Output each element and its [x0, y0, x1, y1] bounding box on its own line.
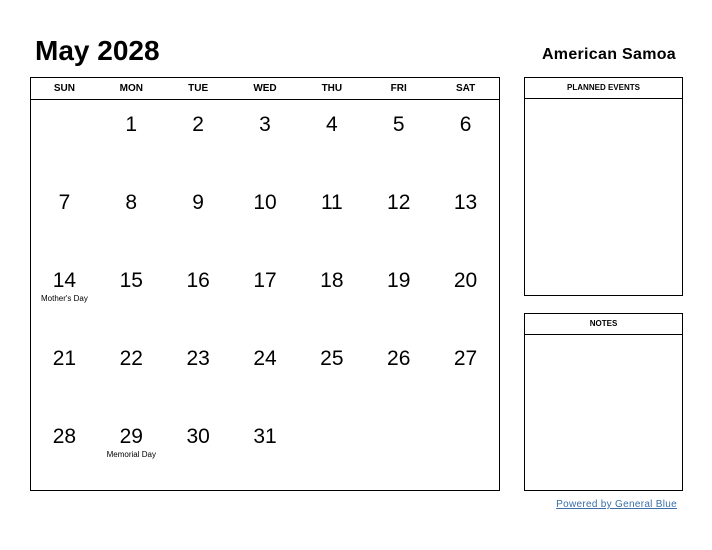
- day-cell[interactable]: [31, 412, 98, 490]
- day-cell[interactable]: [165, 412, 232, 490]
- day-number: 21: [52, 347, 77, 370]
- day-number: 14: [52, 269, 77, 292]
- day-number: 9: [192, 191, 204, 214]
- day-cell[interactable]: [298, 334, 365, 412]
- day-cell[interactable]: [365, 412, 432, 490]
- month-title: May 2028: [35, 35, 160, 66]
- day-cell[interactable]: [165, 256, 232, 334]
- day-grid: [31, 100, 499, 490]
- day-cell[interactable]: [31, 256, 98, 334]
- day-number: [365, 412, 432, 425]
- day-number: 1: [125, 113, 138, 136]
- day-number: 22: [119, 347, 143, 370]
- day-number: 16: [186, 269, 210, 292]
- region-name: American Samoa: [541, 46, 676, 63]
- day-number: 19: [387, 269, 411, 292]
- day-number: 12: [387, 191, 411, 214]
- day-cell[interactable]: [365, 334, 432, 412]
- day-number: 15: [119, 269, 143, 292]
- weekday-fri: FRI: [390, 83, 407, 94]
- day-cell[interactable]: [232, 256, 299, 334]
- day-number: 20: [453, 269, 478, 292]
- day-cell[interactable]: [298, 100, 365, 178]
- day-number: 3: [259, 113, 271, 136]
- day-number: 5: [392, 113, 405, 136]
- day-cell[interactable]: [298, 178, 365, 256]
- day-cell[interactable]: [365, 178, 432, 256]
- holiday-label: Memorial Day: [106, 450, 156, 459]
- weekday-tue: TUE: [188, 83, 209, 94]
- day-cell[interactable]: [31, 334, 98, 412]
- day-number: 26: [387, 347, 411, 370]
- day-number: 8: [125, 191, 138, 214]
- day-number: 28: [52, 425, 77, 448]
- day-cell[interactable]: [98, 178, 165, 256]
- day-cell[interactable]: [165, 178, 232, 256]
- day-number: 24: [253, 347, 277, 370]
- day-cell[interactable]: [432, 256, 499, 334]
- day-number: 7: [58, 191, 71, 214]
- day-number: 11: [320, 191, 343, 214]
- day-cell[interactable]: [298, 256, 365, 334]
- weekday-wed: WED: [253, 83, 277, 94]
- day-cell[interactable]: [365, 256, 432, 334]
- weekday-sun: SUN: [53, 83, 75, 94]
- day-number: [432, 412, 499, 425]
- day-number: 2: [192, 113, 204, 136]
- day-cell[interactable]: [165, 334, 232, 412]
- day-cell[interactable]: [98, 100, 165, 178]
- day-cell[interactable]: [232, 100, 299, 178]
- day-number: 25: [320, 347, 344, 370]
- day-number: 17: [253, 269, 277, 292]
- day-cell[interactable]: [232, 412, 299, 490]
- day-cell[interactable]: [432, 412, 499, 490]
- planned-events-title: PLANNED EVENTS: [525, 78, 682, 99]
- day-number: 23: [186, 347, 210, 370]
- day-number: 29: [119, 425, 143, 448]
- day-number: [31, 100, 98, 113]
- day-cell[interactable]: [31, 100, 98, 178]
- calendar-grid: [30, 77, 500, 491]
- weekday-thu: THU: [321, 83, 343, 94]
- day-cell[interactable]: [31, 178, 98, 256]
- powered-by-link[interactable]: Powered by General Blue: [556, 499, 677, 510]
- weekday-sat: SAT: [455, 83, 476, 94]
- day-number: [298, 412, 365, 425]
- notes-title: NOTES: [525, 314, 682, 335]
- day-cell[interactable]: [98, 334, 165, 412]
- day-number: 27: [453, 347, 478, 370]
- day-number: 13: [453, 191, 478, 214]
- day-cell[interactable]: [232, 178, 299, 256]
- day-cell[interactable]: [165, 100, 232, 178]
- holiday-label: Mother's Day: [40, 294, 88, 303]
- weekday-mon: MON: [119, 83, 143, 94]
- day-cell[interactable]: [98, 256, 165, 334]
- day-cell[interactable]: [432, 100, 499, 178]
- weekday-header: [31, 78, 499, 100]
- day-number: 31: [253, 425, 277, 448]
- day-cell[interactable]: [365, 100, 432, 178]
- planned-events-panel: [524, 77, 683, 296]
- day-number: 30: [186, 425, 210, 448]
- day-number: 4: [326, 113, 338, 136]
- day-cell[interactable]: [432, 178, 499, 256]
- day-cell[interactable]: [98, 412, 165, 490]
- notes-panel: [524, 313, 683, 491]
- day-number: 10: [253, 191, 277, 214]
- day-cell[interactable]: [432, 334, 499, 412]
- day-cell[interactable]: [298, 412, 365, 490]
- day-number: 18: [320, 269, 344, 292]
- day-cell[interactable]: [232, 334, 299, 412]
- day-number: 6: [459, 113, 472, 136]
